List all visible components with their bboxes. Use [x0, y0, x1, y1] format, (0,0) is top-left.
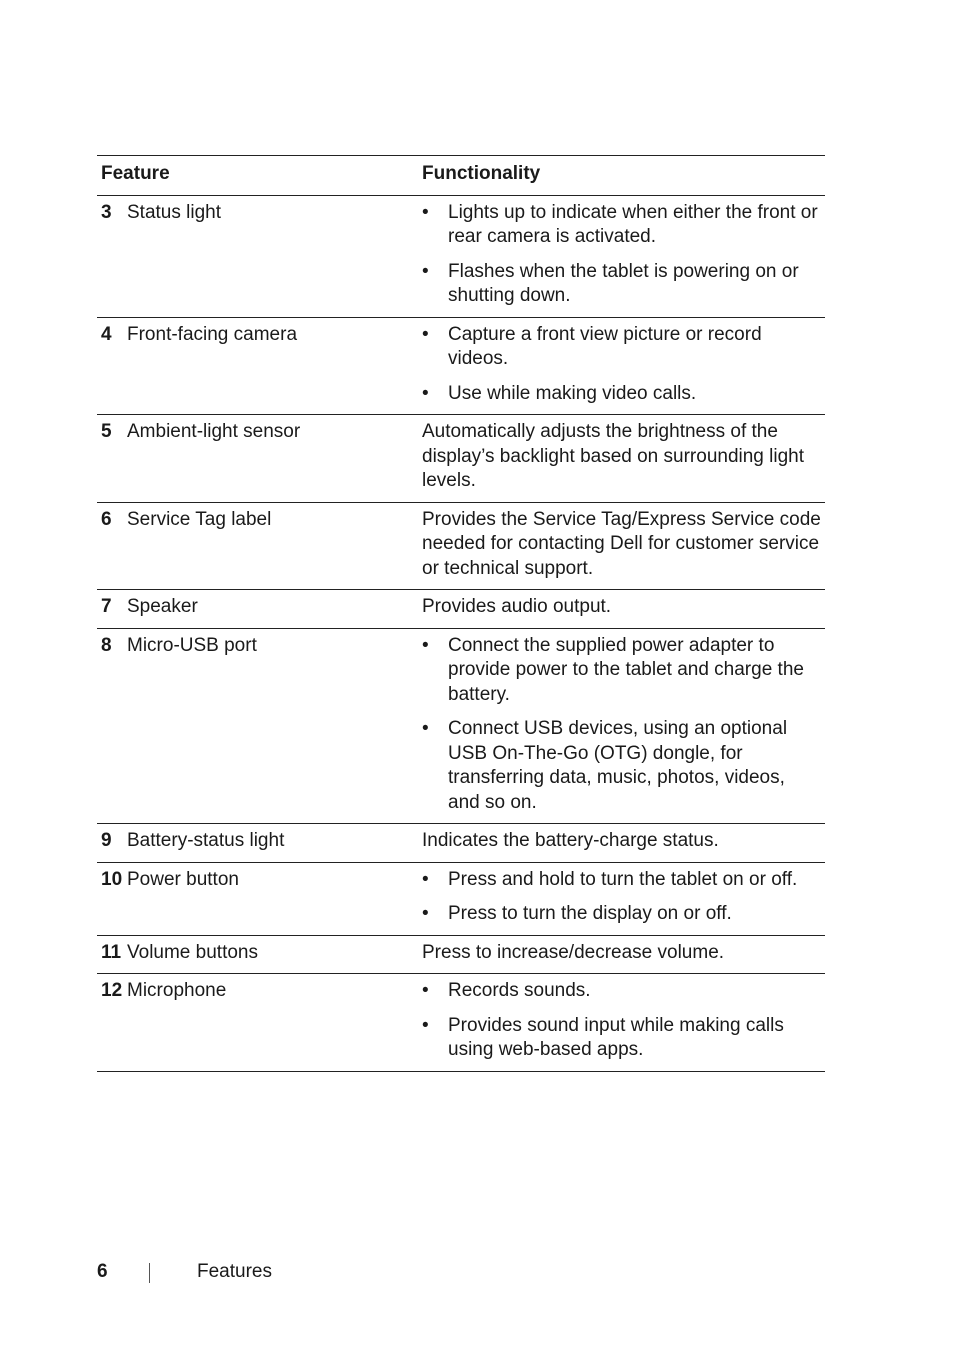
feature-cell: [97, 590, 422, 629]
section-title: Features: [197, 1261, 272, 1282]
footer-separator: [149, 1263, 150, 1283]
bullet-icon: •: [422, 634, 429, 656]
feature-name: Status light: [127, 201, 221, 223]
feature-number: 5: [101, 421, 112, 442]
bullet-item: [422, 868, 821, 893]
feature-cell: [97, 935, 422, 974]
bullet-item: [422, 717, 821, 815]
bullet-list: [422, 201, 821, 309]
feature-name: Ambient-light sensor: [127, 421, 301, 442]
table-row: [97, 195, 825, 317]
feature-cell: [97, 415, 422, 503]
feature-cell: [97, 317, 422, 415]
bullet-text: Press to turn the display on or off.: [448, 903, 732, 924]
feature-name: Speaker: [127, 596, 198, 617]
bullet-item: [422, 902, 821, 927]
table-row: [97, 590, 825, 629]
functionality-text: Provides the Service Tag/Express Service code needed for contacting Dell for customer service or technical support.: [422, 508, 821, 579]
page-number: 6: [97, 1261, 108, 1282]
functionality-cell: [422, 628, 825, 824]
bullet-item: [422, 201, 821, 250]
table-row: [97, 628, 825, 824]
feature-number: 8: [101, 634, 112, 656]
bullet-icon: •: [422, 201, 429, 223]
feature-cell: [97, 974, 422, 1072]
bullet-item: [422, 323, 821, 372]
bullet-text: Press and hold to turn the tablet on or off.: [448, 868, 798, 890]
header-feature: Feature: [97, 156, 422, 196]
feature-name: Battery-status light: [127, 830, 285, 851]
functionality-text: Indicates the battery-charge status.: [422, 830, 719, 851]
table-header-row: [97, 156, 825, 196]
functionality-text: Provides audio output.: [422, 596, 612, 617]
table-row: [97, 862, 825, 935]
bullet-icon: •: [422, 382, 429, 404]
feature-cell: [97, 628, 422, 824]
bullet-text: Connect USB devices, using an optional USB On-The-Go (OTG) dongle, for transferring data, music, photos, videos, and so on.: [448, 718, 788, 813]
table-body: [97, 195, 825, 1071]
header-functionality: Functionality: [422, 156, 825, 196]
bullet-icon: •: [422, 903, 429, 924]
feature-number: 7: [101, 596, 112, 617]
feature-cell: [97, 824, 422, 863]
bullet-item: [422, 634, 821, 708]
bullet-list: [422, 868, 821, 927]
table-row: [97, 935, 825, 974]
feature-name: Front-facing camera: [127, 323, 298, 345]
feature-name: Power button: [127, 868, 239, 890]
bullet-icon: •: [422, 1014, 429, 1036]
functionality-text: Press to increase/decrease volume.: [422, 941, 725, 963]
feature-number: 4: [101, 323, 112, 345]
feature-number: 11: [101, 941, 122, 963]
feature-number: 9: [101, 830, 112, 851]
feature-cell: [97, 862, 422, 935]
functionality-cell: [422, 862, 825, 935]
feature-name: Micro-USB port: [127, 634, 257, 656]
bullet-item: [422, 979, 821, 1004]
feature-table: [97, 155, 825, 1072]
feature-number: 12: [101, 980, 123, 1001]
bullet-list: [422, 979, 821, 1063]
table-row: [97, 415, 825, 503]
bullet-text: Connect the supplied power adapter to provide power to the tablet and charge the battery.: [448, 634, 804, 705]
feature-number: 6: [101, 508, 112, 530]
bullet-item: [422, 1014, 821, 1063]
feature-cell: [97, 195, 422, 317]
functionality-cell: [422, 935, 825, 974]
bullet-icon: •: [422, 868, 429, 890]
feature-number: 10: [101, 868, 123, 890]
bullet-icon: •: [422, 260, 429, 282]
functionality-cell: [422, 502, 825, 590]
table-row: [97, 824, 825, 863]
table-row: [97, 974, 825, 1072]
functionality-cell: [422, 415, 825, 503]
bullet-text: Lights up to indicate when either the front or rear camera is activated.: [448, 201, 818, 247]
table-row: [97, 502, 825, 590]
bullet-list: [422, 634, 821, 816]
bullet-text: Provides sound input while making calls using web-based apps.: [448, 1014, 784, 1060]
functionality-text: Automatically adjusts the brightness of the display’s backlight based on surrounding light levels.: [422, 421, 805, 491]
functionality-cell: [422, 195, 825, 317]
functionality-cell: [422, 974, 825, 1072]
bullet-icon: •: [422, 718, 429, 739]
functionality-cell: [422, 317, 825, 415]
feature-number: 3: [101, 201, 112, 223]
bullet-text: Flashes when the tablet is powering on or shutting down.: [448, 260, 799, 306]
functionality-cell: [422, 824, 825, 863]
bullet-icon: •: [422, 980, 429, 1001]
functionality-cell: [422, 590, 825, 629]
bullet-item: [422, 260, 821, 309]
feature-cell: [97, 502, 422, 590]
feature-name: Service Tag label: [127, 508, 272, 530]
bullet-icon: •: [422, 323, 429, 345]
bullet-text: Records sounds.: [448, 980, 591, 1001]
feature-name: Volume buttons: [127, 941, 258, 963]
bullet-text: Use while making video calls.: [448, 382, 697, 404]
table-row: [97, 317, 825, 415]
bullet-item: [422, 382, 821, 407]
bullet-text: Capture a front view picture or record videos.: [448, 323, 762, 369]
feature-name: Microphone: [127, 980, 227, 1001]
bullet-list: [422, 323, 821, 407]
